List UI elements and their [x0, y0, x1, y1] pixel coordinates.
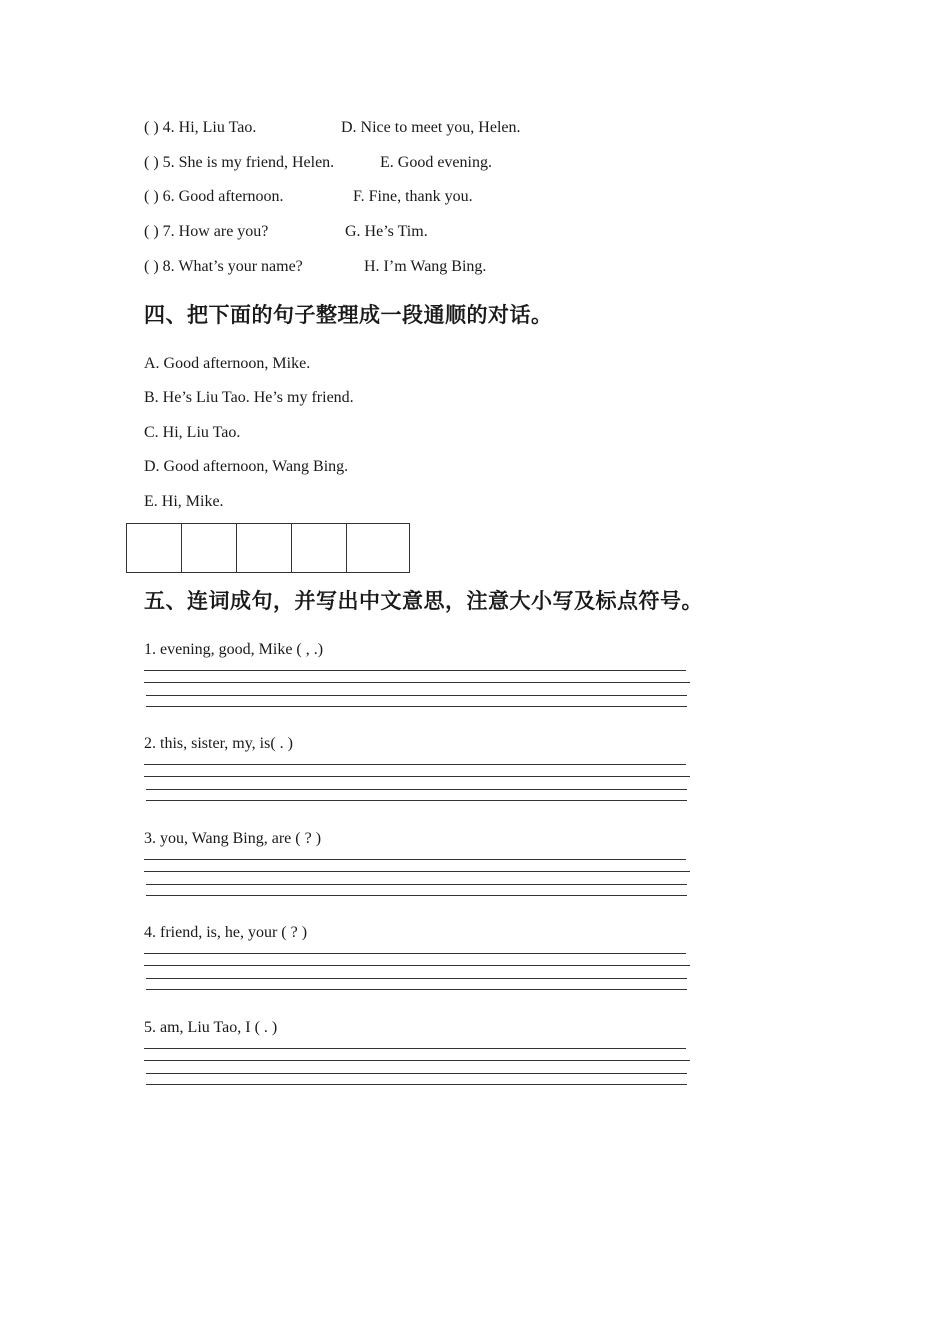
- dialogue-sentence: E. Hi, Mike.: [144, 493, 224, 510]
- answer-line[interactable]: [144, 871, 690, 872]
- match-question: 5. She is my friend, Helen.: [162, 154, 335, 171]
- dialogue-sentence: D. Good afternoon, Wang Bing.: [144, 458, 349, 475]
- answer-order-grid: [126, 523, 410, 573]
- answer-paren[interactable]: ( ): [144, 223, 159, 240]
- match-row: [144, 222, 268, 242]
- match-answer: F. Fine, thank you.: [353, 188, 473, 205]
- answer-line[interactable]: [144, 953, 686, 954]
- answer-line[interactable]: [146, 978, 687, 979]
- match-row: [144, 187, 284, 207]
- match-answer: D. Nice to meet you, Helen.: [341, 119, 521, 136]
- answer-paren[interactable]: ( ): [144, 154, 159, 171]
- answer-line[interactable]: [146, 895, 687, 896]
- answer-line[interactable]: [144, 859, 686, 860]
- answer-order-cell[interactable]: [127, 524, 182, 572]
- match-answer: H. I’m Wang Bing.: [364, 258, 487, 275]
- match-answer: E. Good evening.: [380, 154, 492, 171]
- match-row: [144, 153, 334, 173]
- match-question: 8. What’s your name?: [162, 258, 303, 275]
- reorder-question: 4. friend, is, he, your ( ? ): [144, 924, 308, 941]
- answer-order-cell[interactable]: [182, 524, 237, 572]
- answer-line[interactable]: [146, 800, 687, 801]
- match-question: 7. How are you?: [162, 223, 269, 240]
- match-question: 6. Good afternoon.: [162, 188, 284, 205]
- answer-order-cell[interactable]: [347, 524, 409, 572]
- answer-line[interactable]: [144, 1060, 690, 1061]
- answer-line[interactable]: [144, 764, 686, 765]
- answer-line[interactable]: [146, 1084, 687, 1085]
- dialogue-sentence: C. Hi, Liu Tao.: [144, 424, 241, 441]
- reorder-question: 5. am, Liu Tao, I ( . ): [144, 1019, 278, 1036]
- section-4-heading: 四、把下面的句子整理成一段通顺的对话。: [144, 303, 553, 327]
- reorder-question: 2. this, sister, my, is( . ): [144, 735, 293, 752]
- answer-line[interactable]: [146, 989, 687, 990]
- match-row: [144, 257, 303, 277]
- answer-line[interactable]: [146, 1073, 687, 1074]
- answer-order-cell[interactable]: [237, 524, 292, 572]
- answer-line[interactable]: [146, 695, 687, 696]
- answer-line[interactable]: [144, 965, 690, 966]
- match-question: 4. Hi, Liu Tao.: [162, 119, 257, 136]
- reorder-question: 1. evening, good, Mike ( , .): [144, 641, 324, 658]
- answer-line[interactable]: [144, 776, 690, 777]
- answer-line[interactable]: [144, 682, 690, 683]
- answer-paren[interactable]: ( ): [144, 258, 159, 275]
- answer-order-cell[interactable]: [292, 524, 347, 572]
- section-5-heading: 五、连词成句，并写出中文意思，注意大小写及标点符号。: [144, 589, 703, 613]
- answer-paren[interactable]: ( ): [144, 188, 159, 205]
- answer-line[interactable]: [144, 670, 686, 671]
- dialogue-sentence: A. Good afternoon, Mike.: [144, 355, 311, 372]
- answer-line[interactable]: [146, 884, 687, 885]
- answer-line[interactable]: [146, 789, 687, 790]
- match-answer: G. He’s Tim.: [345, 223, 428, 240]
- answer-line[interactable]: [146, 706, 687, 707]
- match-row: [144, 118, 256, 138]
- answer-paren[interactable]: ( ): [144, 119, 159, 136]
- dialogue-sentence: B. He’s Liu Tao. He’s my friend.: [144, 389, 354, 406]
- reorder-question: 3. you, Wang Bing, are ( ? ): [144, 830, 322, 847]
- answer-line[interactable]: [144, 1048, 686, 1049]
